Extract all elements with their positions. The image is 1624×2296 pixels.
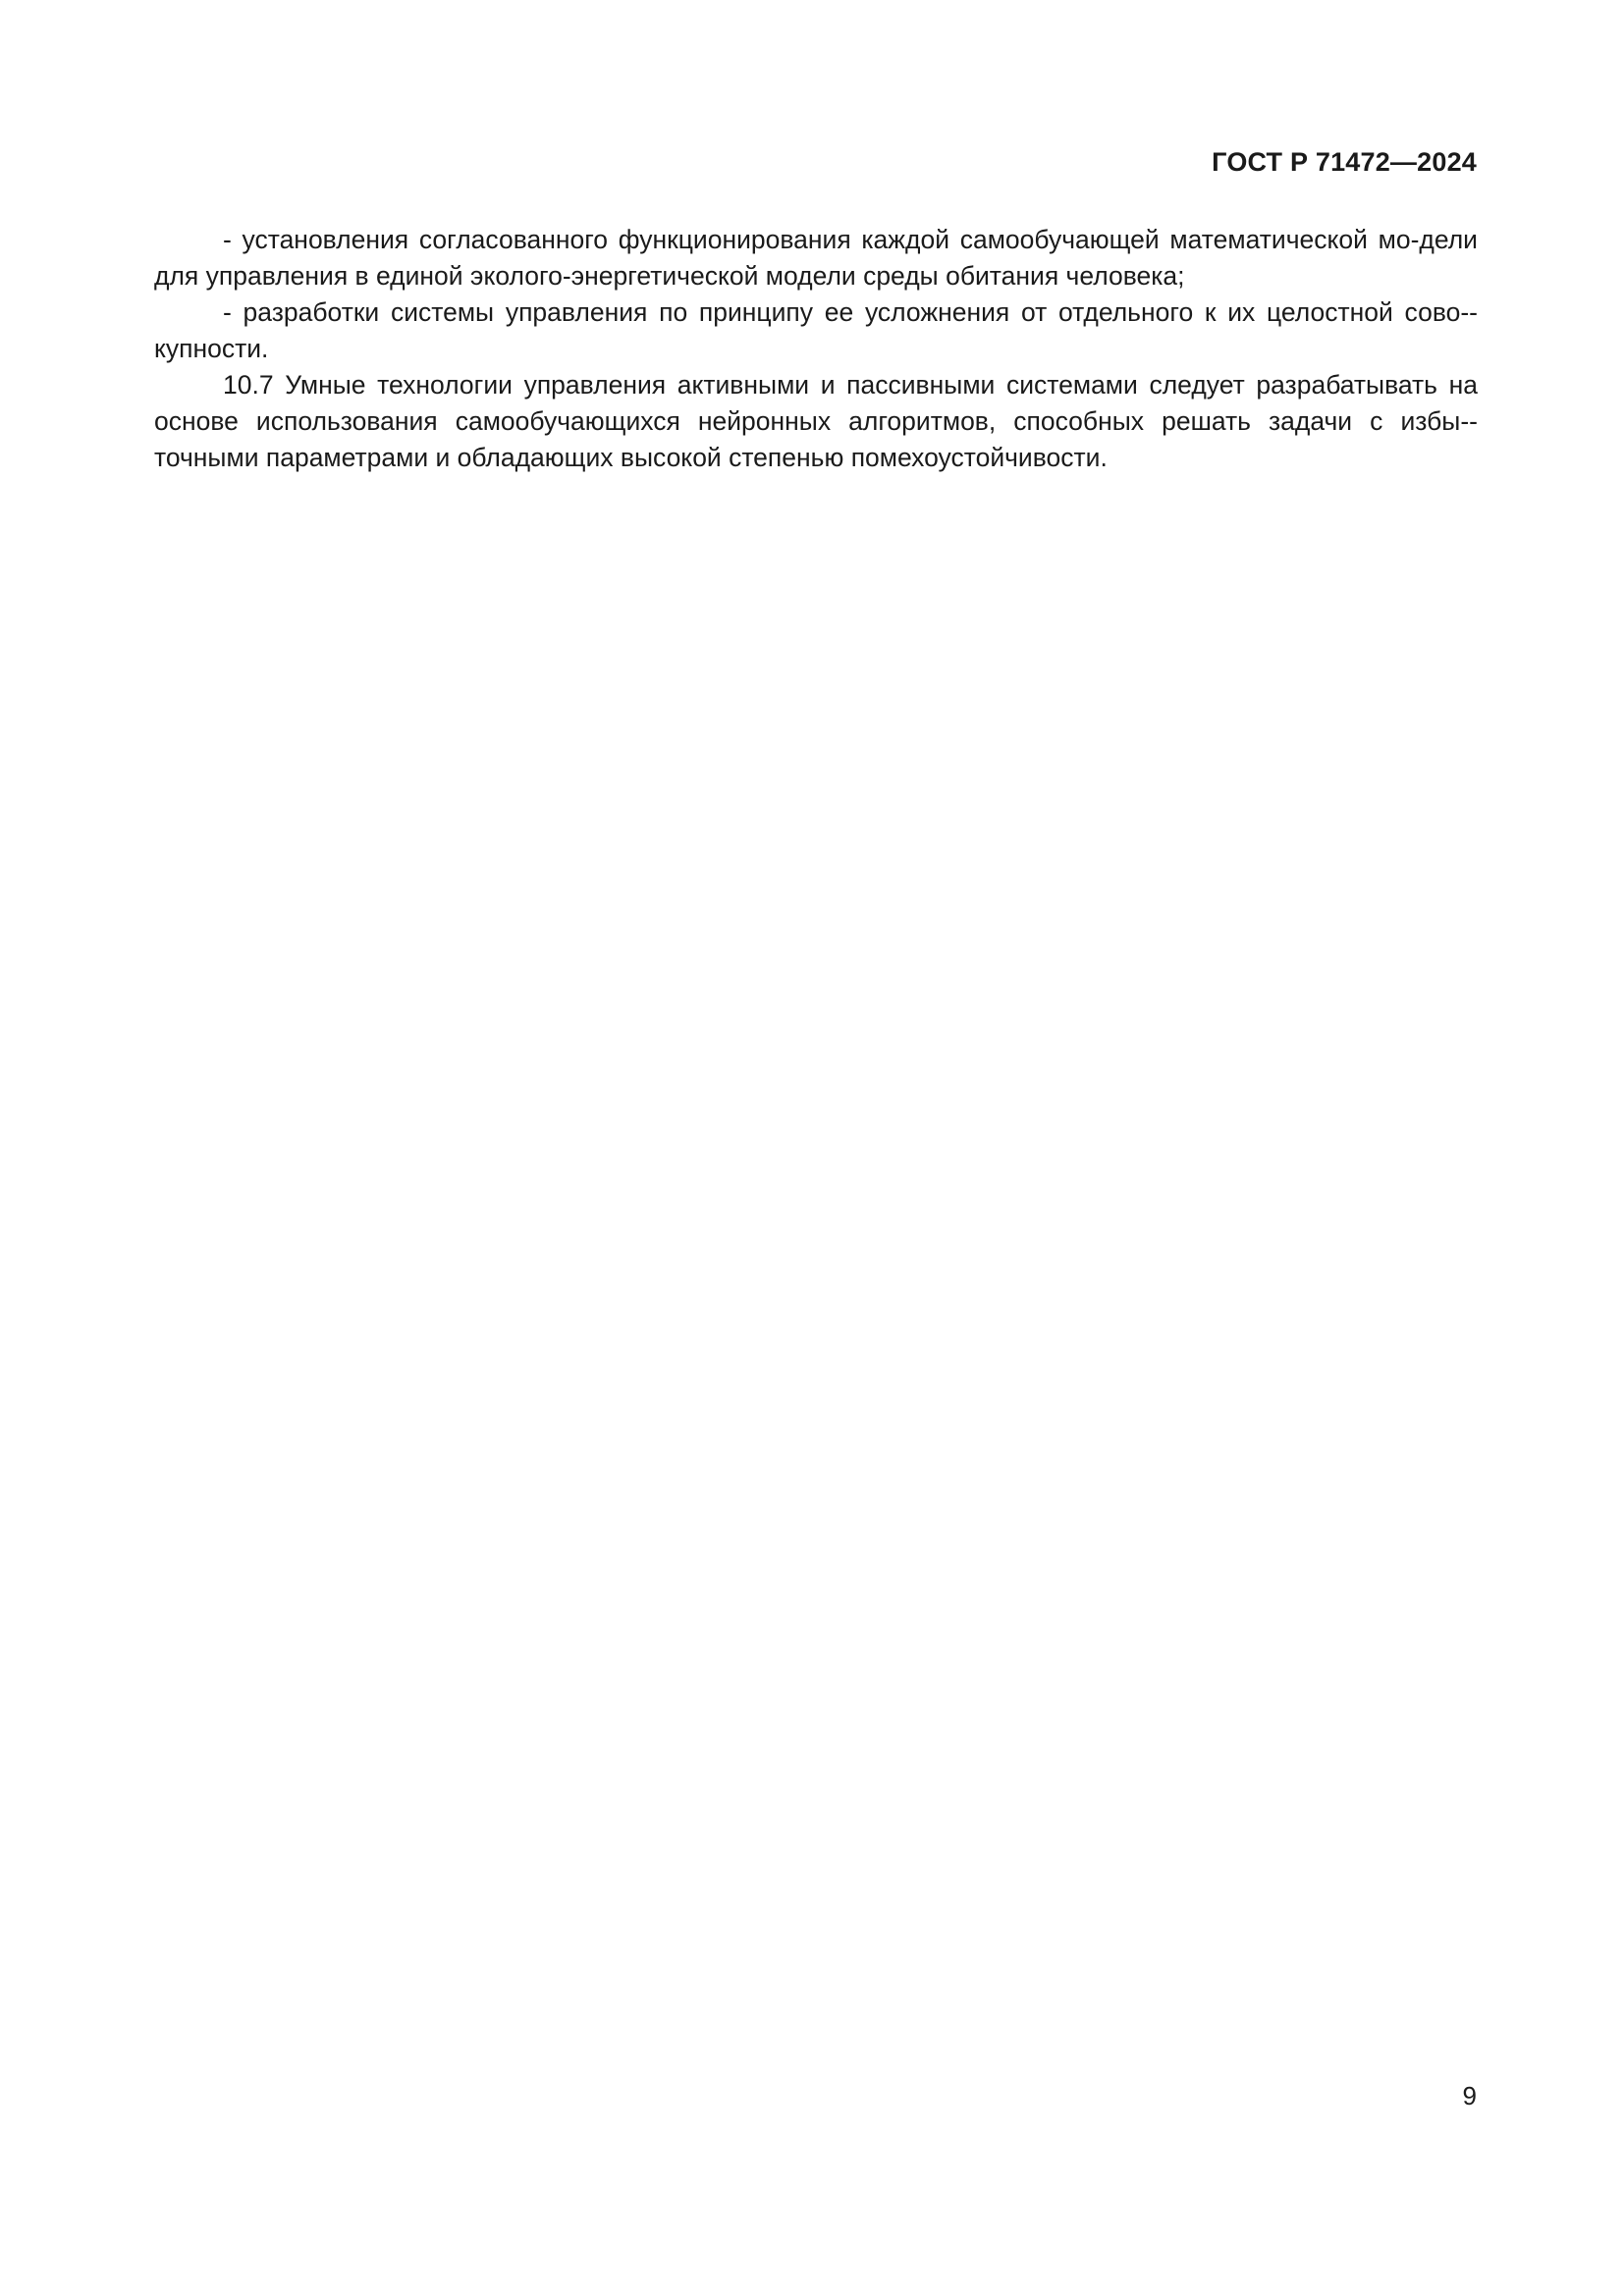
page-number: 9 <box>1462 2081 1477 2110</box>
document-code-header: ГОСТ Р 71472—2024 <box>1212 147 1477 177</box>
paragraph-clause-10-7: 10.7 Умные технологии управления активными и пассивными системами следует разрабатывать на основе использования самообучающихся нейронных алгоритмов, способных решать задачи с избы-точными параметрами и обладающих высокой степенью помехоустойчивости. <box>154 370 1478 472</box>
body-text <box>154 222 1478 476</box>
paragraph-bullet-1: - установления согласованного функционирования каждой самообучающей математической мо-дели для управления в единой эколого-энергетической модели среды обитания человека; <box>154 225 1478 291</box>
paragraph-bullet-2: - разработки системы управления по принципу ее усложнения от отдельного к их целостной сово-купности. <box>154 297 1478 363</box>
